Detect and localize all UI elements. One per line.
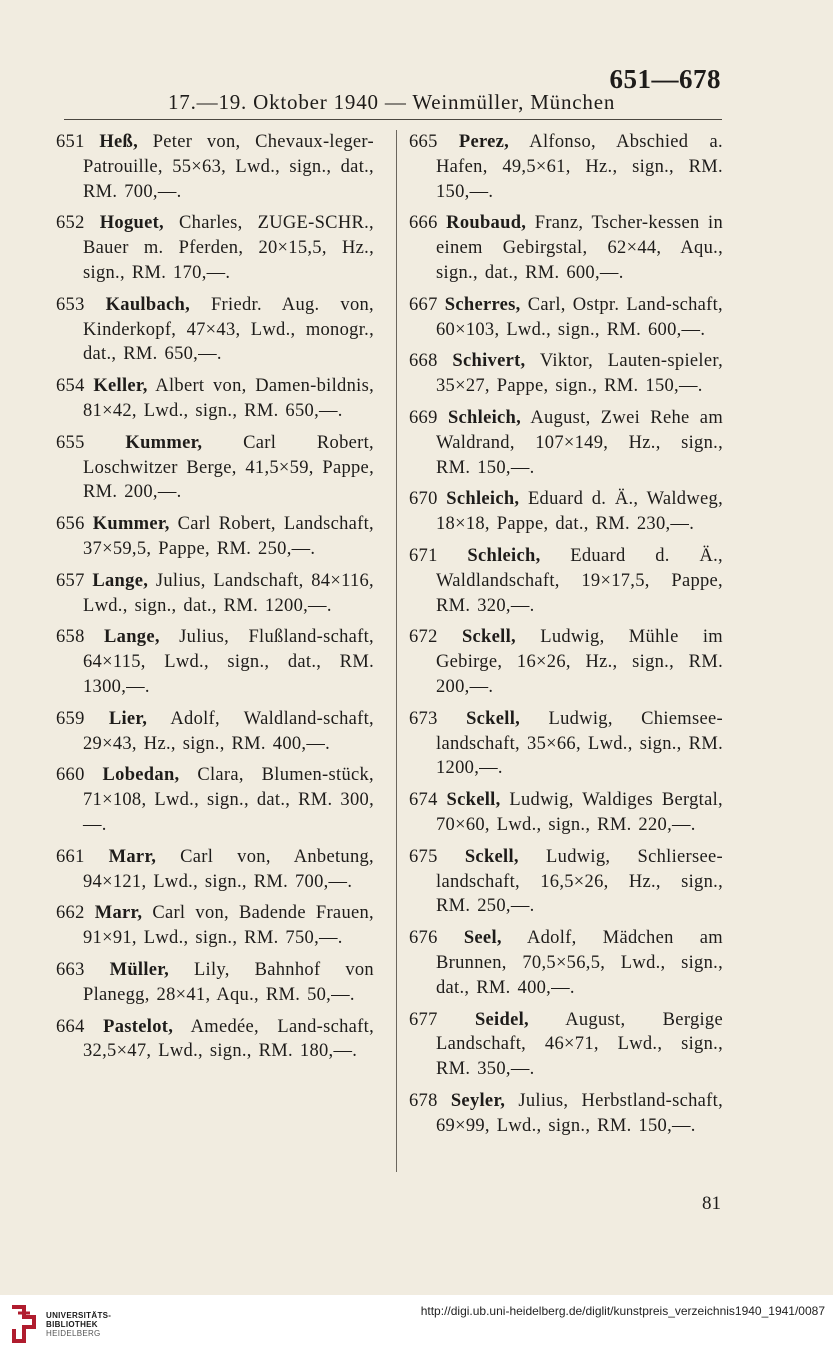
entry-description: Adolf, Mädchen am Brunnen, 70,5×56,5, Lwd., sign., dat., RM. 400,—. [436,928,723,998]
lot-number: 662 [56,903,85,924]
left-column [56,130,374,1071]
lot-number: 661 [56,846,85,867]
catalog-entry [56,625,374,699]
lot-number: 671 [409,545,438,566]
lot-number: 669 [409,407,438,428]
lot-number: 675 [409,846,438,867]
catalog-entry [56,374,374,424]
catalog-entry [56,512,374,562]
catalog-entry [56,1015,374,1065]
artist-name: Lange, [104,627,160,648]
entry-description: August, Bergige Landschaft, 46×71, Lwd., sign., RM. 350,—. [436,1009,723,1080]
catalog-entry [409,487,723,537]
artist-name: Marr, [108,846,157,867]
lot-number: 660 [56,765,85,786]
lot-number: 659 [56,708,85,729]
lot-number: 655 [56,432,85,453]
entry-description: Amedée, Land-schaft, 32,5×47, Lwd., sign., RM. 180,—. [83,1016,374,1062]
page-number: 81 [702,1193,721,1214]
lot-number: 673 [409,708,438,729]
artist-name: Sckell, [464,846,519,867]
artist-name: Roubaud, [446,213,527,234]
lot-number: 668 [409,351,438,372]
entry-description: Julius, Flußland-schaft, 64×115, Lwd., sign., dat., RM. 1300,—. [83,627,374,697]
artist-name: Seidel, [474,1009,529,1030]
artist-name: Hoguet, [99,213,164,234]
artist-name: Kummer, [125,432,203,453]
artist-name: Keller, [93,376,148,397]
catalog-entry [409,1089,723,1139]
artist-name: Schleich, [446,489,520,510]
catalog-entry [409,625,723,699]
catalog-entry [56,211,374,285]
entry-description: Albert von, Damen-bildnis, 81×42, Lwd., sign., RM. 650,—. [83,376,375,421]
catalog-entry [56,845,374,895]
lot-number: 651 [56,132,85,152]
artist-name: Lange, [92,570,149,591]
lot-range: 651—678 [609,64,721,94]
artist-name: Sckell, [466,708,521,729]
entry-description: Friedr. Aug. von, Kinderkopf, 47×43, Lwd., monogr., dat., RM. 650,—. [83,294,374,365]
entry-description: Carl Robert, Loschwitzer Berge, 41,5×59, Pappe, RM. 200,—. [83,432,374,503]
lot-number: 672 [409,627,438,648]
catalog-entry [409,406,723,480]
entry-description: Carl, Ostpr. Land-schaft, 60×103, Lwd., sign., RM. 600,—. [436,294,723,340]
entry-description: Julius, Landschaft, 84×116, Lwd., sign., dat., RM. 1200,—. [83,570,374,616]
artist-name: Sckell, [446,790,501,811]
catalog-entry [56,130,374,204]
artist-name: Seyler, [450,1090,506,1111]
library-logo-text [46,1311,111,1338]
entry-description: Carl von, Anbetung, 94×121, Lwd., sign., RM. 700,—. [83,846,374,892]
lot-number: 656 [56,514,85,535]
artist-name: Heß, [99,132,139,152]
entry-description: Eduard d. Ä., Waldweg, 18×18, Pappe, dat., RM. 230,—. [436,489,723,535]
artist-name: Marr, [94,903,143,924]
column-divider [396,130,397,1172]
running-header: 17.—19. Oktober 1940 — Weinmüller, München [168,90,616,114]
artist-name: Schleich, [467,545,541,566]
footer-bar [0,1295,833,1356]
entry-description: Julius, Herbstland-schaft, 69×99, Lwd., sign., RM. 150,—. [436,1090,723,1136]
entry-description: Peter von, Chevaux-leger-Patrouille, 55×63, Lwd., sign., dat., RM. 700,—. [83,132,374,202]
lot-number: 657 [56,570,85,591]
lot-number: 654 [56,376,85,397]
entry-description: Clara, Blumen-stück, 71×108, Lwd., sign., dat., RM. 300,—. [83,765,374,835]
catalog-entry [409,130,723,204]
catalog-entry [56,707,374,757]
entry-description: Viktor, Lauten-spieler, 35×27, Pappe, sign., RM. 150,—. [436,351,723,397]
artist-name: Lier, [108,708,148,729]
catalog-entry [409,211,723,285]
catalog-entry [409,349,723,399]
catalog-entry [409,1008,723,1082]
entry-description: Carl von, Badende Frauen, 91×91, Lwd., sign., RM. 750,—. [83,903,374,949]
logo-line-3: HEIDELBERG [46,1329,101,1338]
lot-number: 653 [56,294,85,315]
catalog-entry [56,431,374,505]
header-rule [64,119,722,120]
artist-name: Seel, [463,928,502,949]
lot-number: 665 [409,132,438,152]
artist-name: Pastelot, [103,1016,174,1037]
entry-description: Charles, ZUGE-SCHR., Bauer m. Pferden, 20×15,5, Hz., sign., RM. 170,—. [83,213,374,283]
lot-number: 676 [409,928,438,949]
lot-number: 677 [409,1009,438,1030]
catalog-entry [409,788,723,838]
entry-description: Ludwig, Schliersee-landschaft, 16,5×26, Hz., sign., RM. 250,—. [436,846,723,917]
artist-name: Schleich, [447,407,522,428]
library-logo-icon[interactable] [8,1303,40,1347]
entry-description: Eduard d. Ä., Waldlandschaft, 19×17,5, Pappe, RM. 320,—. [436,545,723,616]
artist-name: Schivert, [452,351,526,372]
artist-name: Lobedan, [102,765,180,786]
catalog-entry [56,569,374,619]
permalink-url[interactable]: http://digi.ub.uni-heidelberg.de/diglit/kunstpreis_verzeichnis1940_1941/0087 [420,1304,825,1318]
catalog-entry [409,544,723,618]
logo-line-1: UNIVERSITÄTS- [46,1311,112,1320]
lot-number: 663 [56,959,85,980]
lot-number: 670 [409,489,438,510]
catalog-entry [56,763,374,837]
lot-number: 664 [56,1016,85,1037]
catalog-entry [409,926,723,1000]
catalog-entry [409,293,723,343]
logo-line-2: BIBLIOTHEK [46,1320,98,1329]
artist-name: Kaulbach, [105,294,191,315]
artist-name: Müller, [109,959,170,980]
entry-description: Carl Robert, Landschaft, 37×59,5, Pappe, RM. 250,—. [83,514,374,559]
entry-description: Lily, Bahnhof von Planegg, 28×41, Aqu., RM. 50,—. [83,959,374,1005]
entry-description: Franz, Tscher-kessen in einem Gebirgstal, 62×44, Aqu., sign., dat., RM. 600,—. [436,213,723,283]
lot-number: 674 [409,790,438,811]
catalog-entry [56,958,374,1008]
lot-number: 666 [409,213,438,234]
catalog-entry [56,293,374,367]
lot-number: 678 [409,1090,438,1111]
artist-name: Perez, [458,132,510,152]
right-column [409,130,723,1145]
artist-name: Sckell, [461,627,516,648]
lot-number: 652 [56,213,85,234]
catalog-entry [56,901,374,951]
entry-description: Adolf, Waldland-schaft, 29×43, Hz., sign., RM. 400,—. [83,708,374,754]
entry-description: Ludwig, Waldiges Bergtal, 70×60, Lwd., sign., RM. 220,—. [436,790,723,835]
artist-name: Kummer, [92,514,170,535]
entry-description: Ludwig, Mühle im Gebirge, 16×26, Hz., sign., RM. 200,—. [436,627,723,697]
entry-description: Alfonso, Abschied a. Hafen, 49,5×61, Hz., sign., RM. 150,—. [436,132,723,202]
lot-number: 658 [56,627,85,648]
catalog-entry [409,845,723,919]
entry-description: August, Zwei Rehe am Waldrand, 107×149, Hz., sign., RM. 150,—. [436,407,724,478]
catalog-entry [409,707,723,781]
lot-number: 667 [409,294,438,315]
artist-name: Scherres, [444,294,521,315]
entry-description: Ludwig, Chiemsee-landschaft, 35×66, Lwd., sign., RM. 1200,—. [436,708,723,779]
